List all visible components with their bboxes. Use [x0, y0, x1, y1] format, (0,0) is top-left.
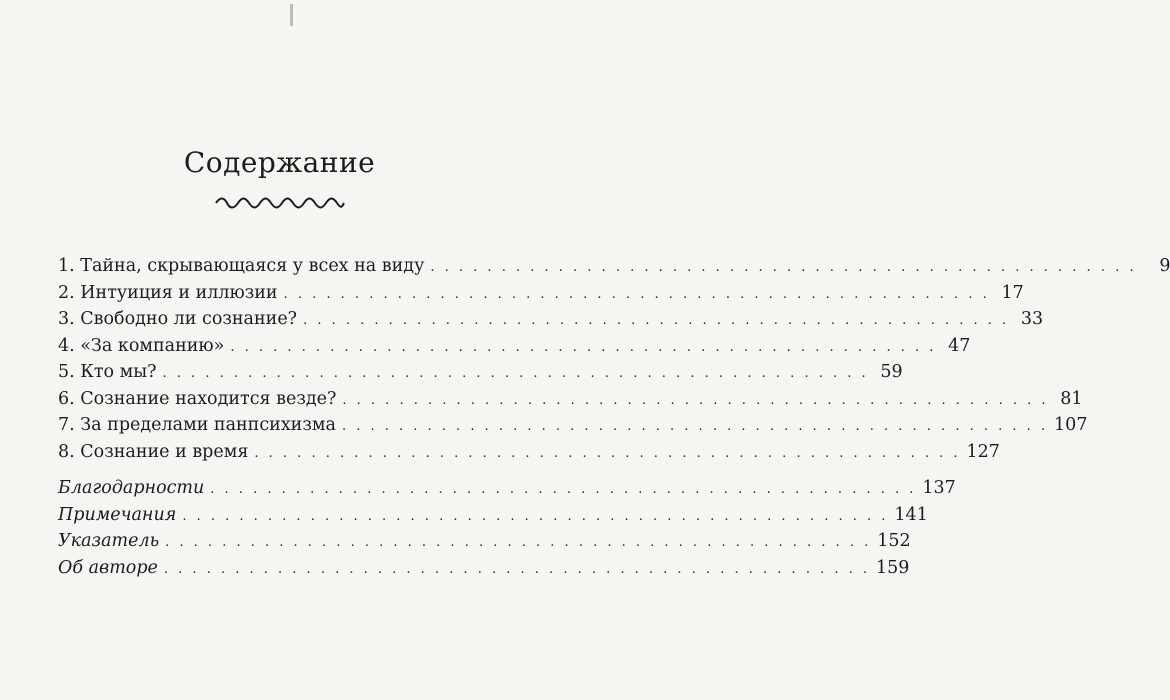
- dot-leader: . . . . . . . . . . . . . . . . . . . . . . . . . . . . . . . . . . . . . . . . . . . . . . . . . .: [163, 561, 871, 577]
- dot-leader: . . . . . . . . . . . . . . . . . . . . . . . . . . . . . . . . . . . . . . . . . . . . . . . . . .: [182, 508, 889, 524]
- dot-leader: . . . . . . . . . . . . . . . . . . . . . . . . . . . . . . . . . . . . . . . . . . . . . . . . . .: [230, 339, 937, 355]
- chapter-title: [58, 336, 224, 356]
- chapter-number: 8.: [58, 441, 75, 462]
- page-number: 33: [1020, 309, 1044, 329]
- toc-entry[interactable]: [58, 478, 956, 505]
- page-top-mark: [290, 4, 293, 26]
- dot-leader: . . . . . . . . . . . . . . . . . . . . . . . . . . . . . . . . . . . . . . . . . . . . . . . . . .: [430, 260, 1137, 275]
- page-number: 127: [966, 441, 1000, 462]
- chapter-number: 5.: [58, 362, 75, 382]
- page-number: 141: [894, 504, 928, 525]
- chapter-name: Тайна, скрывающаяся у всех на виду: [80, 256, 425, 276]
- toc-entry[interactable]: [58, 504, 928, 532]
- dot-leader: . . . . . . . . . . . . . . . . . . . . . . . . . . . . . . . . . . . . . . . . . . . . . . . . . .: [165, 535, 872, 550]
- chapter-name: Интуиция и иллюзии: [80, 282, 278, 303]
- page-number: 17: [1001, 282, 1024, 303]
- toc-entry[interactable]: [58, 282, 1024, 310]
- chapter-title: [58, 309, 297, 329]
- chapter-title: [58, 362, 157, 382]
- chapter-list: [58, 256, 1170, 468]
- page-number: 47: [948, 335, 971, 356]
- chapter-name: За пределами панпсихизма: [80, 415, 336, 435]
- chapter-title: [58, 442, 248, 462]
- chapter-number: 1.: [58, 256, 75, 276]
- chapter-number: 4.: [58, 335, 75, 356]
- dot-leader: . . . . . . . . . . . . . . . . . . . . . . . . . . . . . . . . . . . . . . . . . . . . . . . . . .: [303, 313, 1010, 328]
- page-number: 137: [922, 478, 956, 498]
- toc-entry[interactable]: [58, 415, 1088, 442]
- chapter-title: [58, 415, 336, 435]
- back-matter-title: Благодарности: [58, 478, 205, 498]
- chapter-number: 6.: [58, 388, 75, 409]
- dot-leader: . . . . . . . . . . . . . . . . . . . . . . . . . . . . . . . . . . . . . . . . . . . . . . . . . .: [342, 392, 1049, 408]
- toc-entry[interactable]: [58, 335, 971, 363]
- chapter-name: Свободно ли сознание?: [80, 309, 298, 329]
- page-number: 9: [1159, 256, 1170, 276]
- toc-entry[interactable]: [58, 388, 1083, 416]
- back-matter-title: Указатель: [58, 531, 160, 551]
- toc-entry[interactable]: [58, 531, 911, 558]
- dot-leader: . . . . . . . . . . . . . . . . . . . . . . . . . . . . . . . . . . . . . . . . . . . . . . . . . .: [210, 482, 917, 497]
- page-number: 59: [880, 362, 903, 382]
- dot-leader: . . . . . . . . . . . . . . . . . . . . . . . . . . . . . . . . . . . . . . . . . . . . . . . . . .: [162, 366, 869, 381]
- dot-leader: . . . . . . . . . . . . . . . . . . . . . . . . . . . . . . . . . . . . . . . . . . . . . . . . . .: [341, 419, 1049, 434]
- dot-leader: . . . . . . . . . . . . . . . . . . . . . . . . . . . . . . . . . . . . . . . . . . . . . . . . . .: [254, 445, 961, 461]
- chapter-number: 3.: [58, 309, 75, 329]
- chapter-title: [58, 389, 336, 409]
- chapter-name: Сознание и время: [80, 441, 249, 462]
- chapter-number: 7.: [58, 415, 75, 435]
- chapter-name: «За компанию»: [80, 335, 225, 356]
- chapter-title: [58, 283, 278, 303]
- chapter-title: [58, 256, 424, 276]
- wavy-line-ornament-icon: [214, 196, 346, 210]
- back-matter-list: [58, 478, 956, 584]
- toc-entry[interactable]: [58, 557, 910, 585]
- back-matter-title: Примечания: [58, 504, 177, 525]
- chapter-name: Кто мы?: [80, 362, 157, 382]
- toc-entry[interactable]: [58, 441, 1000, 469]
- chapter-name: Сознание находится везде?: [80, 388, 337, 409]
- toc-entry[interactable]: [58, 256, 1170, 283]
- toc-entry[interactable]: [58, 362, 903, 389]
- page-number: 107: [1054, 415, 1088, 435]
- dot-leader: . . . . . . . . . . . . . . . . . . . . . . . . . . . . . . . . . . . . . . . . . . . . . . . . . .: [283, 286, 990, 302]
- toc-entry[interactable]: [58, 309, 1044, 336]
- page-number: 159: [876, 557, 910, 578]
- page-title: Содержание: [183, 146, 376, 179]
- back-matter-title: Об авторе: [58, 557, 158, 578]
- chapter-number: 2.: [58, 282, 75, 303]
- page-number: 81: [1060, 388, 1083, 409]
- page-number: 152: [877, 531, 911, 551]
